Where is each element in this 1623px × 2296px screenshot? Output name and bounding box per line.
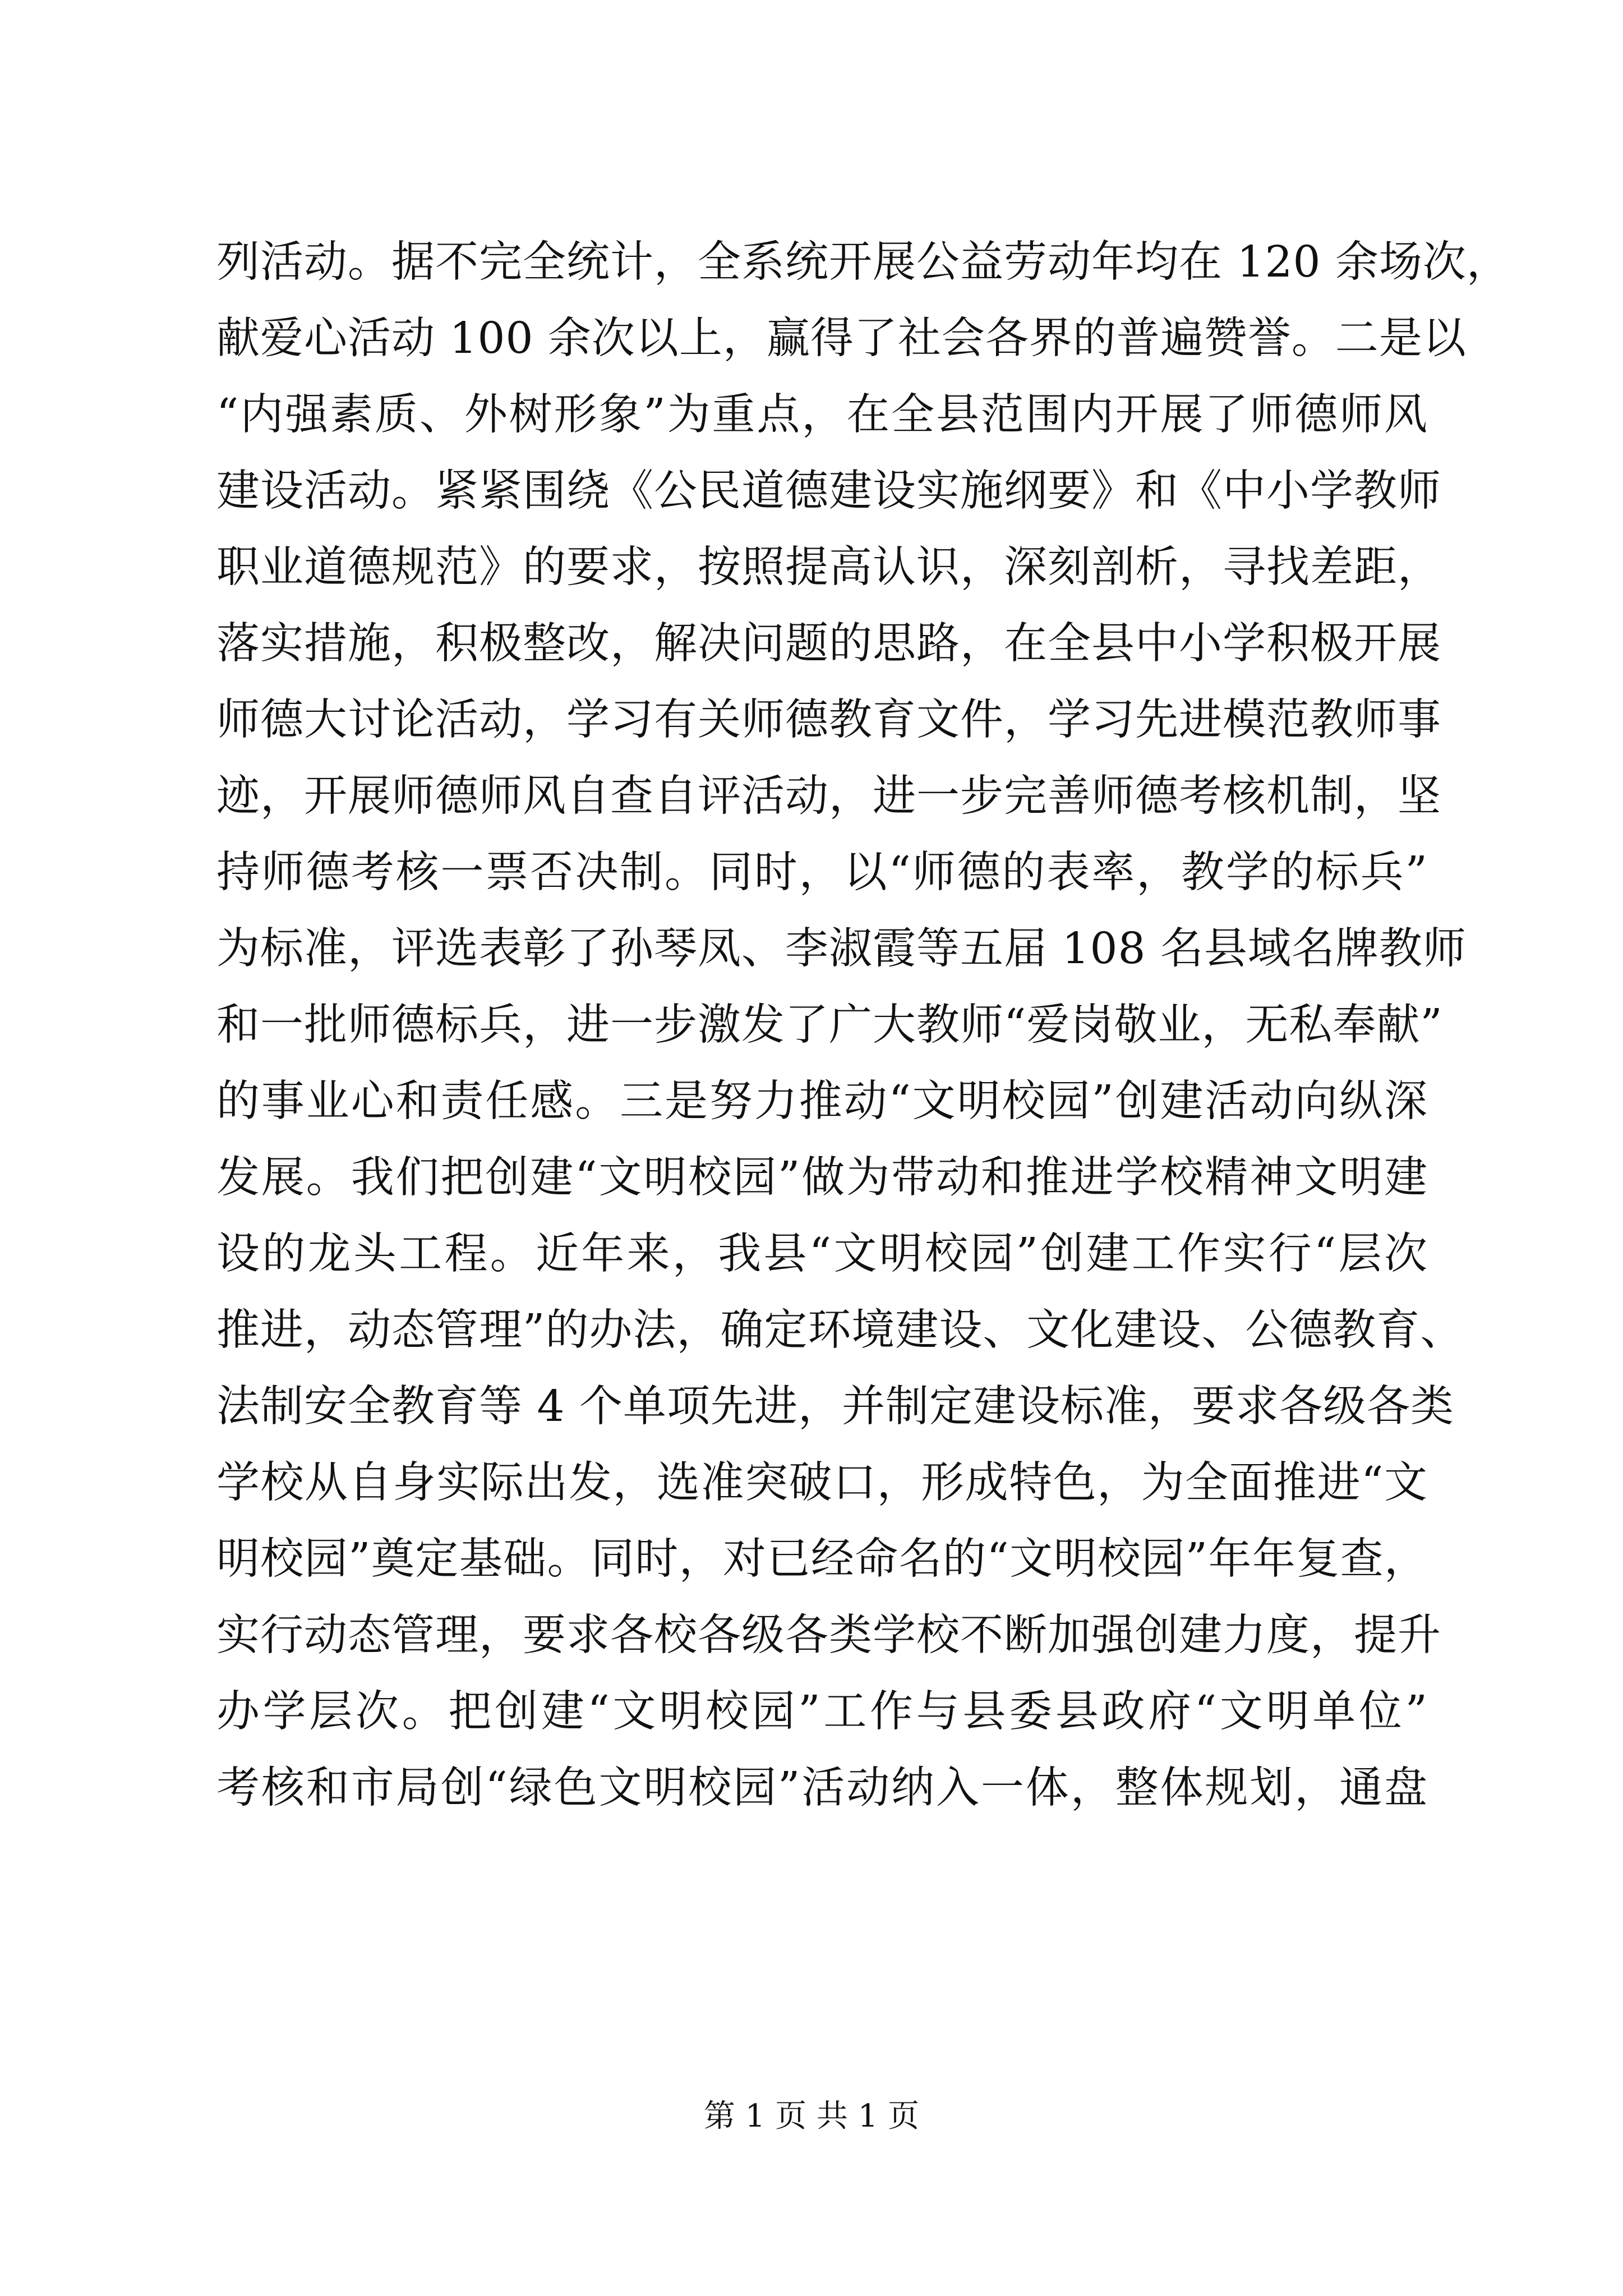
text-line: 为标准，评选表彰了孙琴凤、李淑霞等五届 108 名县域名牌教师 xyxy=(216,924,1467,974)
text-line: 实行动态管理，要求各校各级各类学校不断加强创建力度，提升 xyxy=(216,1611,1441,1660)
text-line: 考核和市局创“绿色文明校园”活动纳入一体，整体规划，通盘 xyxy=(216,1763,1428,1813)
text-line: 落实措施，积极整改，解决问题的思路，在全县中小学积极开展 xyxy=(216,619,1441,669)
text-line: 迹，开展师德师风自查自评活动，进一步完善师德考核机制，坚 xyxy=(216,771,1441,821)
text-line: “内强素质、外树形象”为重点，在全县范围内开展了师德师风 xyxy=(216,390,1428,440)
text-line: 持师德考核一票否决制。同时，以“师德的表率，教学的标兵” xyxy=(216,848,1428,898)
text-line: 学校从自身实际出发，选准突破口，形成特色，为全面推进“文 xyxy=(216,1458,1428,1508)
text-line: 发展。我们把创建“文明校园”做为带动和推进学校精神文明建 xyxy=(216,1153,1428,1203)
text-line: 列活动。据不完全统计，全系统开展公益劳动年均在 120 余场次， xyxy=(216,237,1510,287)
text-line: 和一批师德标兵，进一步激发了广大教师“爱岗敬业，无私奉献” xyxy=(216,1000,1443,1050)
body-text xyxy=(216,224,1510,1826)
text-line: 师德大讨论活动，学习有关师德教育文件，学习先进模范教师事 xyxy=(216,695,1441,745)
text-line: 设的龙头工程。近年来，我县“文明校园”创建工作实行“层次 xyxy=(216,1229,1428,1279)
text-line: 的事业心和责任感。三是努力推动“文明校园”创建活动向纵深 xyxy=(216,1076,1428,1126)
page-footer: 第 1 页 共 1 页 xyxy=(703,2098,920,2134)
text-line: 推进，动态管理”的办法，确定环境建设、文化建设、公德教育、 xyxy=(216,1305,1464,1355)
text-line: 法制安全教育等 4 个单项先进，并制定建设标准，要求各级各类 xyxy=(216,1382,1454,1432)
text-line: 职业道德规范》的要求，按照提高认识，深刻剖析，寻找差距， xyxy=(216,542,1441,592)
text-line: 建设活动。紧紧围绕《公民道德建设实施纲要》和《中小学教师 xyxy=(216,466,1441,516)
text-line: 明校园”奠定基础。同时，对已经命名的“文明校园”年年复查， xyxy=(216,1534,1428,1584)
text-line: 献爱心活动 100 余次以上，赢得了社会各界的普遍赞誉。二是以 xyxy=(216,314,1467,364)
text-line: 办学层次。把创建“文明校园”工作与县委县政府“文明单位” xyxy=(216,1687,1428,1737)
